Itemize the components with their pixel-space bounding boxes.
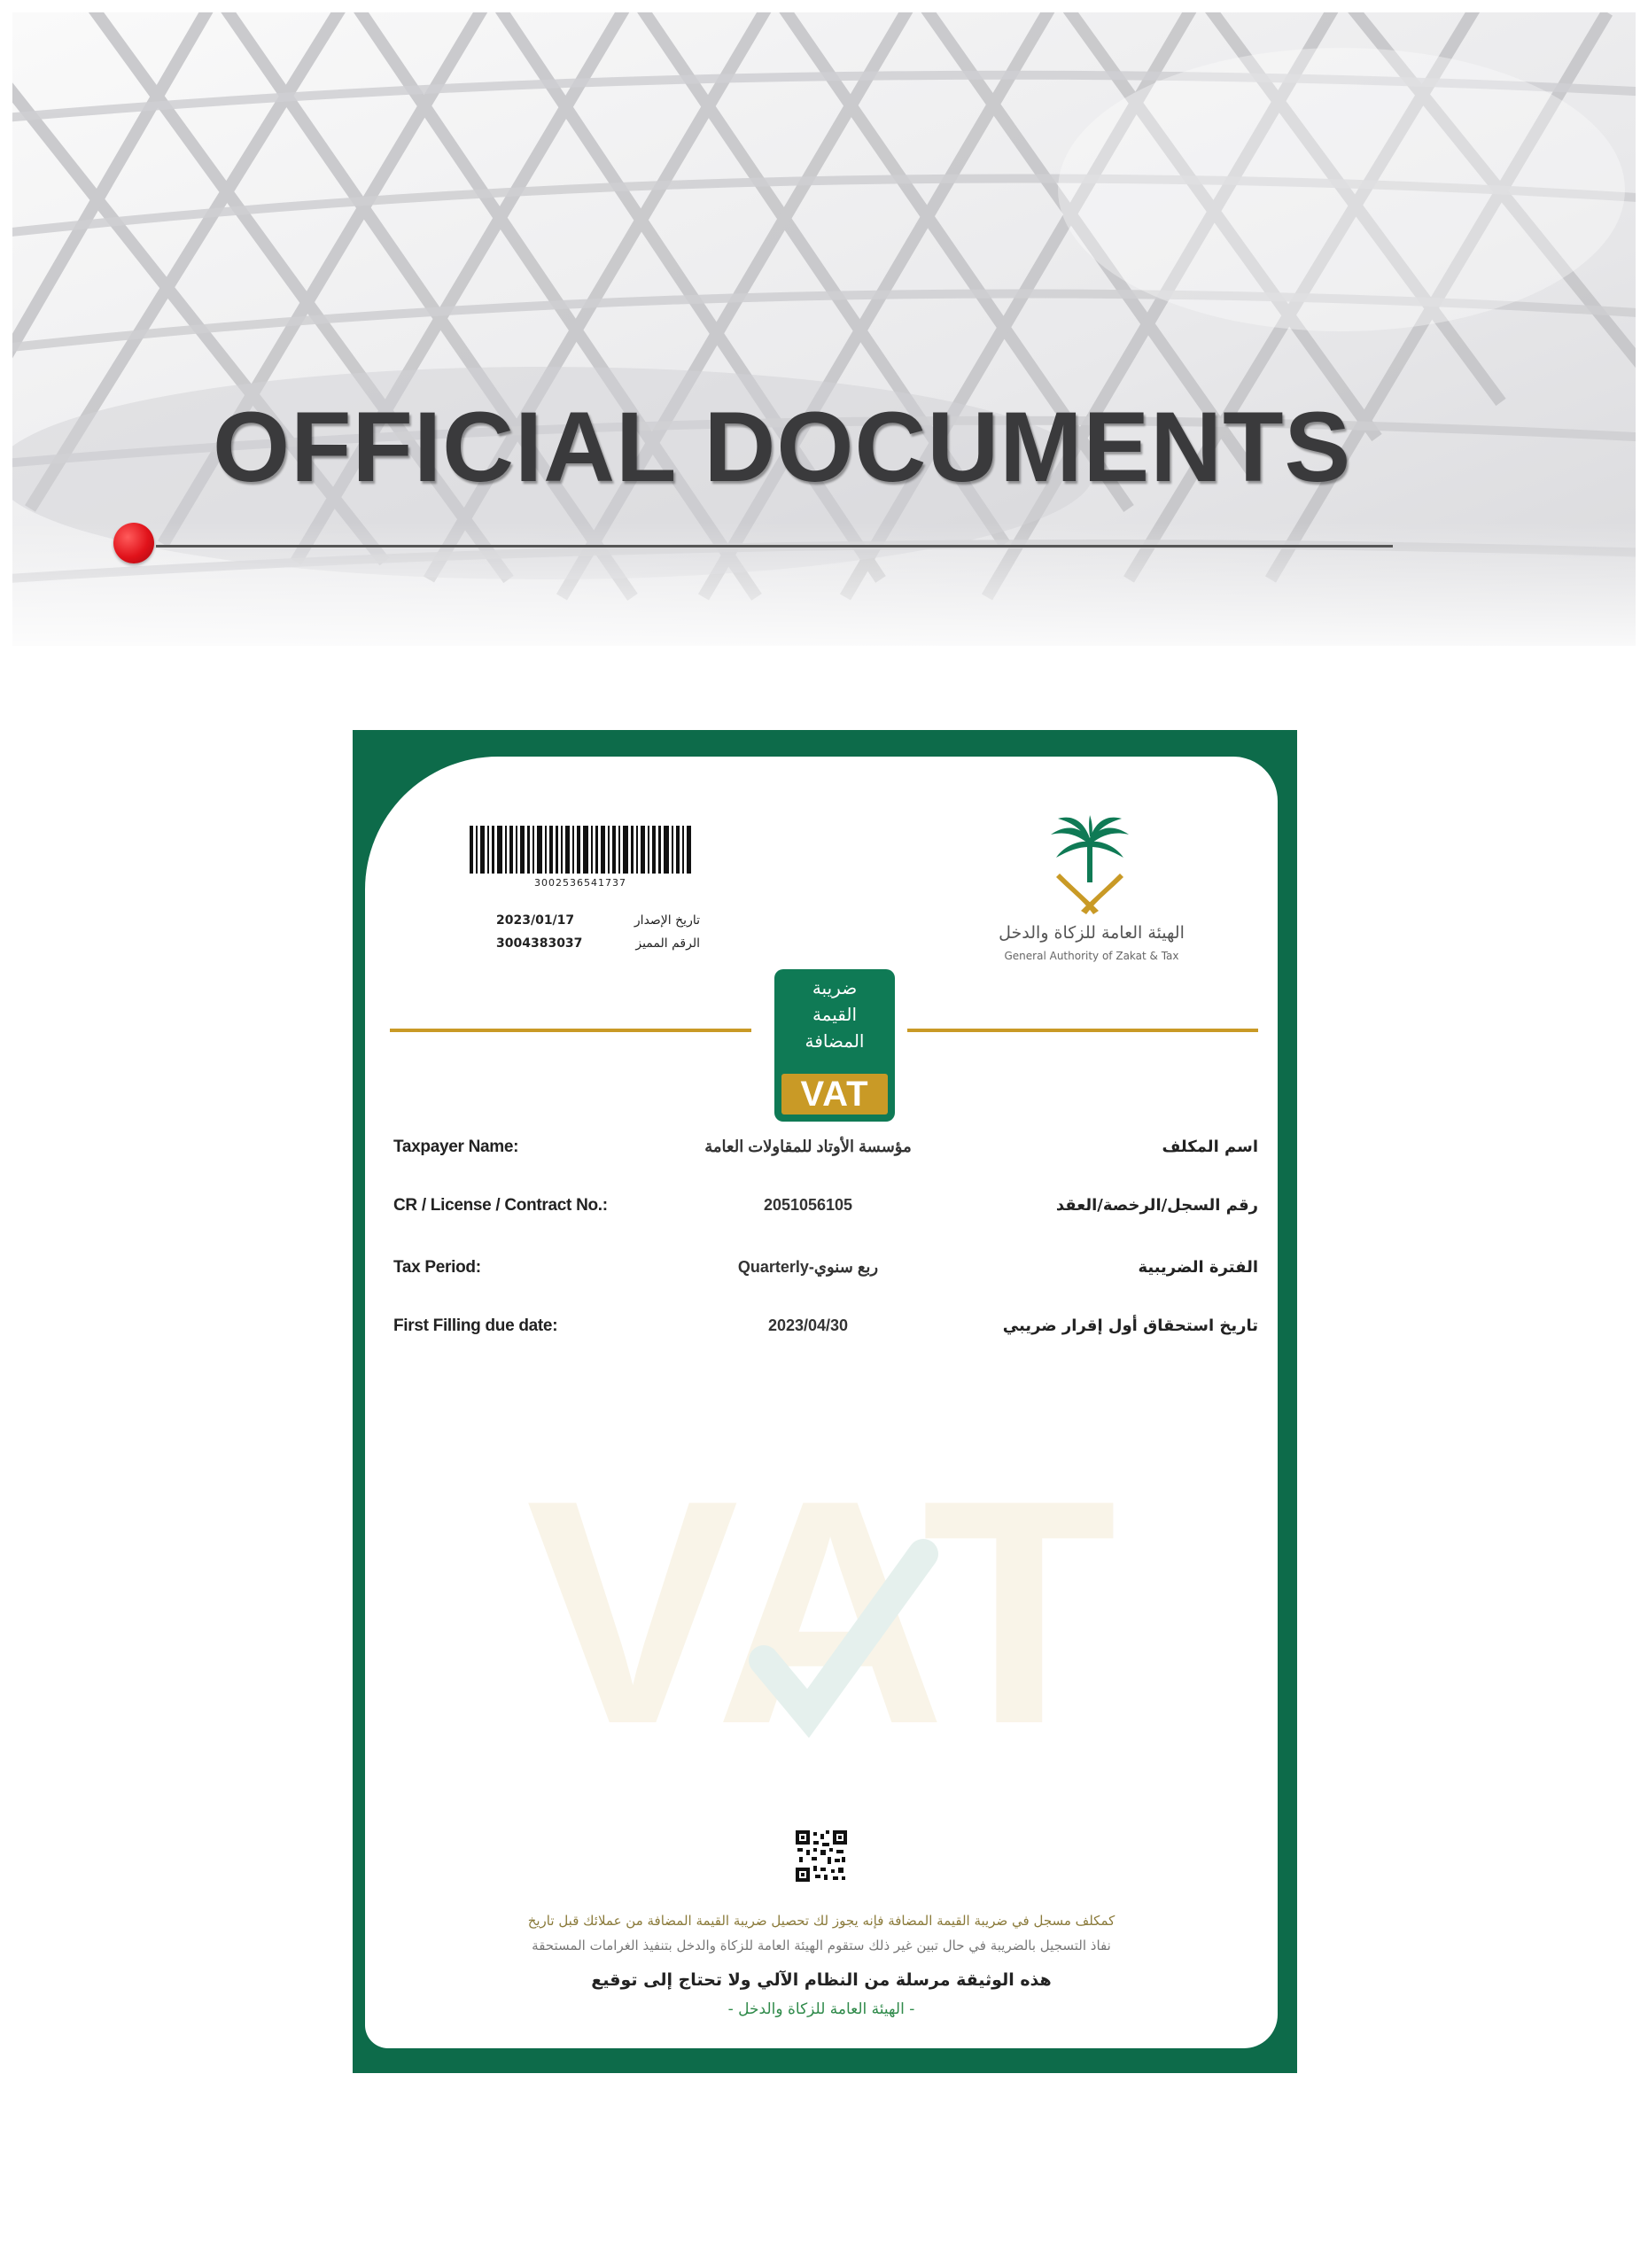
field-label-ar: اسم المكلف xyxy=(1162,1138,1258,1156)
field-label-ar: رقم السجل/الرخصة/العقد xyxy=(1055,1196,1258,1215)
red-bullet-icon xyxy=(113,523,154,563)
gold-divider-right xyxy=(907,1029,1258,1032)
issue-date-label: تاريخ الإصدار xyxy=(634,913,700,928)
field-label-ar: الفترة الضريبية xyxy=(1138,1258,1258,1277)
issue-date-value: 2023/01/17 xyxy=(496,913,575,928)
vat-certificate xyxy=(353,730,1297,2073)
field-value: Quarterly-ربع سنوي xyxy=(737,1258,879,1276)
barcode-icon xyxy=(470,826,691,884)
field-label-en: CR / License / Contract No.: xyxy=(393,1196,608,1215)
field-cr-license xyxy=(365,1196,1278,1223)
palm-swords-logo-icon xyxy=(1044,815,1136,918)
auto-system-note: هذه الوثيقة مرسلة من النظام الآلي ولا تحتاج إلى توقيع xyxy=(591,1970,1052,1990)
field-label-en: First Filling due date: xyxy=(393,1317,558,1335)
banner-fade xyxy=(12,522,1636,646)
authority-name-en: General Authority of Zakat & Tax xyxy=(1004,950,1179,962)
field-value: 2051056105 xyxy=(763,1196,853,1214)
field-value: 2023/04/30 xyxy=(767,1317,849,1334)
serial-label: الرقم المميز xyxy=(635,936,700,951)
header-banner xyxy=(12,12,1636,646)
gold-divider-left xyxy=(390,1029,751,1032)
qr-code-icon xyxy=(796,1830,847,1882)
certificate-paper xyxy=(365,757,1278,2048)
field-value: مؤسسة الأوتاد للمقاولات العامة xyxy=(704,1138,912,1155)
field-label-en: Tax Period: xyxy=(393,1258,481,1277)
heading-divider xyxy=(156,545,1393,548)
vat-badge xyxy=(774,969,895,1122)
field-label-ar: تاريخ استحقاق أول إقرار ضريبي xyxy=(1002,1317,1258,1335)
authority-name-ar: الهيئة العامة للزكاة والدخل xyxy=(999,923,1185,943)
barcode-number: 3002536541737 xyxy=(534,877,626,889)
field-label-en: Taxpayer Name: xyxy=(393,1138,519,1156)
vat-badge-text: VAT xyxy=(781,1074,888,1115)
vat-badge-line-3: المضافة xyxy=(805,1030,865,1052)
vat-badge-line-1: ضريبة xyxy=(812,977,858,998)
vat-badge-line-2: القيمة xyxy=(812,1004,858,1025)
field-taxpayer-name xyxy=(365,1138,1278,1164)
issue-date-row xyxy=(496,913,700,928)
watermark-text: VAT xyxy=(525,1456,1117,1740)
legal-line-2: نفاذ التسجيل بالضريبة في حال تبين غير ذلك ستقوم الهيئة العامة للزكاة والدخل بتنفيذ الغرامات المستحقة xyxy=(532,1938,1111,1953)
legal-line-1: كمكلف مسجل في ضريبة القيمة المضافة فإنه يجوز لك تحصيل ضريبة القيمة المضافة من عملائك قبل تاريخ xyxy=(527,1913,1116,1929)
serial-row xyxy=(496,936,700,951)
field-first-filing-date xyxy=(365,1317,1278,1343)
vat-watermark xyxy=(427,1456,1216,1740)
field-tax-period xyxy=(365,1258,1278,1285)
page-heading: OFFICIAL DOCUMENTS xyxy=(213,392,1352,502)
serial-value: 3004383037 xyxy=(496,936,583,951)
legal-notice xyxy=(400,1908,1242,1958)
authority-signature-line: - الهيئة العامة للزكاة والدخل - xyxy=(727,2000,915,2018)
